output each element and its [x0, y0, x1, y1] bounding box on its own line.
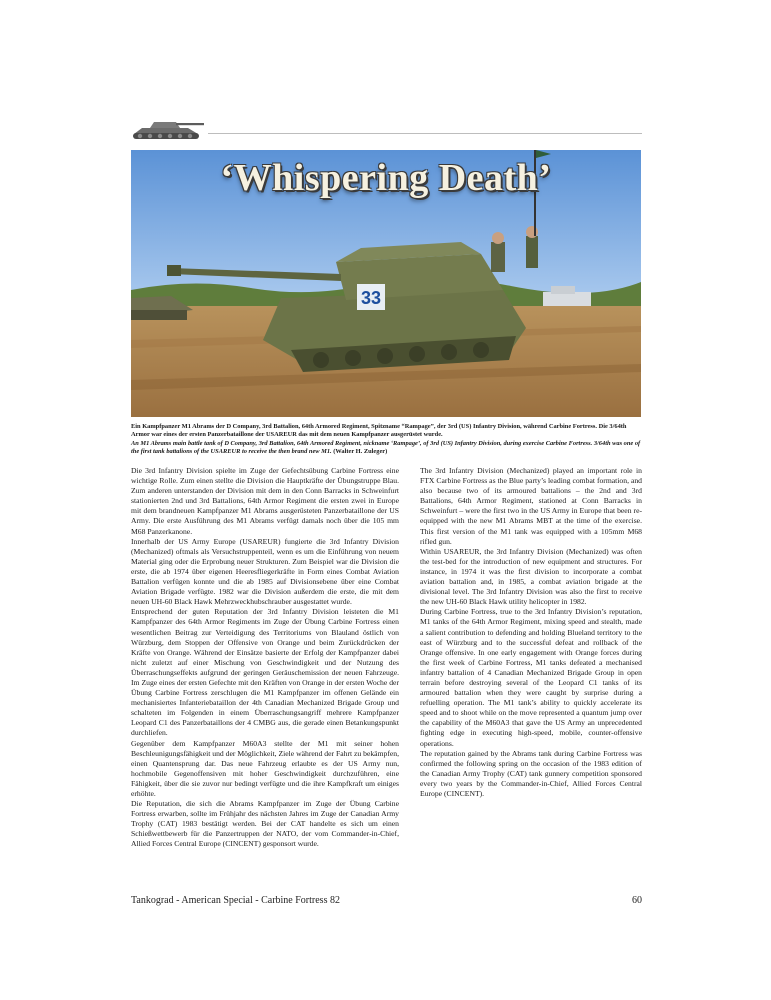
- english-paragraph: During Carbine Fortress, true to the 3rd Infantry Division’s reputation, M1 tanks of the 64th Armor Regiment, mixing speed and stealth, made a salient contribution to defending and holding Blueland territory to the east of Würzburg and to the successful defeat and rollback of the Orange offensive. In one early engagement with Orange forces during the first week of Carbine Fortress, M1 tanks defeated a mechanised infantry battalion of 4 Canadian Mechanized Brigade Group in open terrain before destroying several of the Leopard C1 tanks of its armoured battalion when they were caught by surprise during a refuelling operation. The M1 tank’s ability to quickly accelerate its speed and to shoot while on the move represented a quantum jump over the capability of the M60A3 that gave the US Army an unprecedented fighting edge in executing high-speed, mobile, counter-offensive operations.: [420, 607, 642, 748]
- publication-title: Tankograd - American Special - Carbine Fortress 82: [131, 895, 340, 906]
- page-number: 60: [632, 895, 642, 906]
- german-paragraph: Gegenüber dem Kampfpanzer M60A3 stellte der M1 mit seiner hohen Beschleunigungsfähigkeit und der Möglichkeit, Ziele während der Fahrt zu bekämpfen, einen Quantensprung dar. Das neue Fahrzeug erlaubte es der US Army nun, hochmobile Gegenoffensiven mit hoher Geschwindigkeit durchzuführen, eine Fähigkeit, über die sie zuvor nur bedingt verfügte und die ihre Kampfkraft um einiges erhöhte.: [131, 738, 399, 798]
- header-rule: [208, 133, 642, 134]
- caption-english-text: An M1 Abrams main battle tank of D Company, 3rd Battalion, 64th Armored Regiment, nickname ‘Rampage’, of 3rd (US) Infantry Division, during exercise Carbine Fortress. 3/64th was one of the first tank battalions of the USAREUR to receive the then brand new M1.: [131, 439, 641, 456]
- german-paragraph: Die 3rd Infantry Division spielte im Zuge der Gefechtsübung Carbine Fortress eine wichtige Rolle. Zum einen stellte die Division die Hauptkräfte der Übungstruppe Blau. Zum anderen unterstanden der Division mit dem in den Conn Barracks in Schweinfurt stationierten 2nd und 3rd Battalions, 64th Armor Regiment die ersten zwei in Europe mit dem brandneuen Kampfpanzer M1 Abrams ausgerüsteten Panzerbataillone der US Army. Die erste Ausführung des M1 Abrams verfügt damals noch über die 105 mm M68 Panzerkanone.: [131, 466, 399, 536]
- caption-english: [131, 440, 641, 457]
- english-text-column: [420, 466, 642, 799]
- german-text-column: [131, 466, 399, 850]
- english-paragraph: The 3rd Infantry Division (Mechanized) played an important role in FTX Carbine Fortress as the Blue party’s leading combat formation, and also because two of its armoured battalions – the 2nd and 3rd Battalions, 64th Armor Regiment, stationed at Conn Barracks in Schweinfurt – were the first two in the US Army in Europe that been re-equipped with the new M1 Abrams MBT at the time of the exercise. This first version of the M1 tank was equipped with a 105mm M68 rifled gun.: [420, 466, 642, 546]
- photo-caption: [131, 423, 641, 457]
- german-paragraph: Innerhalb der US Army Europe (USAREUR) fungierte die 3rd Infantry Division (Mechanized) oftmals als Versuchstruppenteil, wenn es um die Einführung von neuem Material ging oder die Erprobung neuer Strukturen. Zum Beispiel war die Division die erste, die ab 1974 über eigenen Heeresfliegerkräfte in Form eines Combat Aviation Battalion verfügen konnte und die ab 1985 auf Divisionsebene über eine Combat Aviation Brigade verfügte. 1982 war die Division außerdem die erste, die mit dem neuen UH-60 Black Hawk Mehrzweckhubschrauber ausgestattet wurde.: [131, 536, 399, 607]
- article-title: ‘Whispering Death’: [220, 157, 552, 199]
- german-paragraph: Entsprechend der guten Reputation der 3rd Infantry Division leisteten die M1 Kampfpanzer des 64th Armor Regiments im Zuge der Übung Carbine Fortress einen wesentlichen Beitrag zur Verteidigung des Territoriums von Blauland östlich von Würzburg, dem Stoppen der Offensive von Orange und beim Zurückdrücken der Kräfte von Orange. Während der Einsätze basierte der Erfolg der Kampfpanzer dabei nicht zuletzt auf einer Mischung von Geschwindigkeit und der Nutzung des Überraschungseffekts aufgrund der geringen Geräuschemission der neuen Fahrzeuge. Im Zuge eines der ersten Gefechte mit den Kräften von Orange in der ersten Woche der Übung Carbine Fortress zerschlugen die M1 Kampfpanzer im offenen Gelände ein mechanisiertes Infanteriebataillon der 4th Canadian Mechanized Brigade Group und schalteten im Folgenden in einem Überraschungsangriff mehrere Kampfpanzer Leopard C1 des Panzerbataillons der 4 CMBG aus, die gerade einen Betankungspunkt durchliefen.: [131, 607, 399, 738]
- tank-photograph: [131, 150, 641, 417]
- caption-german: Ein Kampfpanzer M1 Abrams der D Company, 3rd Battalion, 64th Armored Regiment, Spitzname “Rampage”, der 3rd (US) Infantry Division, während Carbine Fortress. Die 3/64th Armor war eines der ersten Panzerbataillone der USAREUR das mit dem neuen Kampfpanzer ausgerüstet wurde.: [131, 423, 627, 439]
- photo-credit: (Walter H. Zuleger): [333, 448, 388, 456]
- english-paragraph: Within USAREUR, the 3rd Infantry Division (Mechanized) was often the test-bed for the introduction of new equipment and structures. For instance, in 1974 it was the first division to incorporate a combat aviation battalion and, in 1985, a combat aviation brigade at the divisional level. The 3rd Infantry Division was also the first to receive the new UH-60 Black Hawk utility helicopter in 1982.: [420, 546, 642, 607]
- tank-silhouette-icon: [128, 112, 206, 142]
- hull-number: 33: [360, 288, 382, 308]
- english-paragraph: The reputation gained by the Abrams tank during Carbine Fortress was confirmed the following spring on the occasion of the 1983 edition of the Canadian Army Trophy (CAT) tank gunnery competition sponsored every two years by the Commander-in-Chief, Allied Forces Central Europe (CINCENT).: [420, 748, 642, 798]
- german-paragraph: Die Reputation, die sich die Abrams Kampfpanzer im Zuge der Übung Carbine Fortress erwarben, sollte im Frühjahr des nächsten Jahres im Zuge der Canadian Army Trophy (CAT) 1983 bestätigt werden. Bei der CAT handelte es sich um einen Schießwettbewerb für die Panzertruppen der NATO, der vom Commander-in-Chief, Allied Forces Central Europe (CINCENT) gesponsort wurde.: [131, 799, 399, 849]
